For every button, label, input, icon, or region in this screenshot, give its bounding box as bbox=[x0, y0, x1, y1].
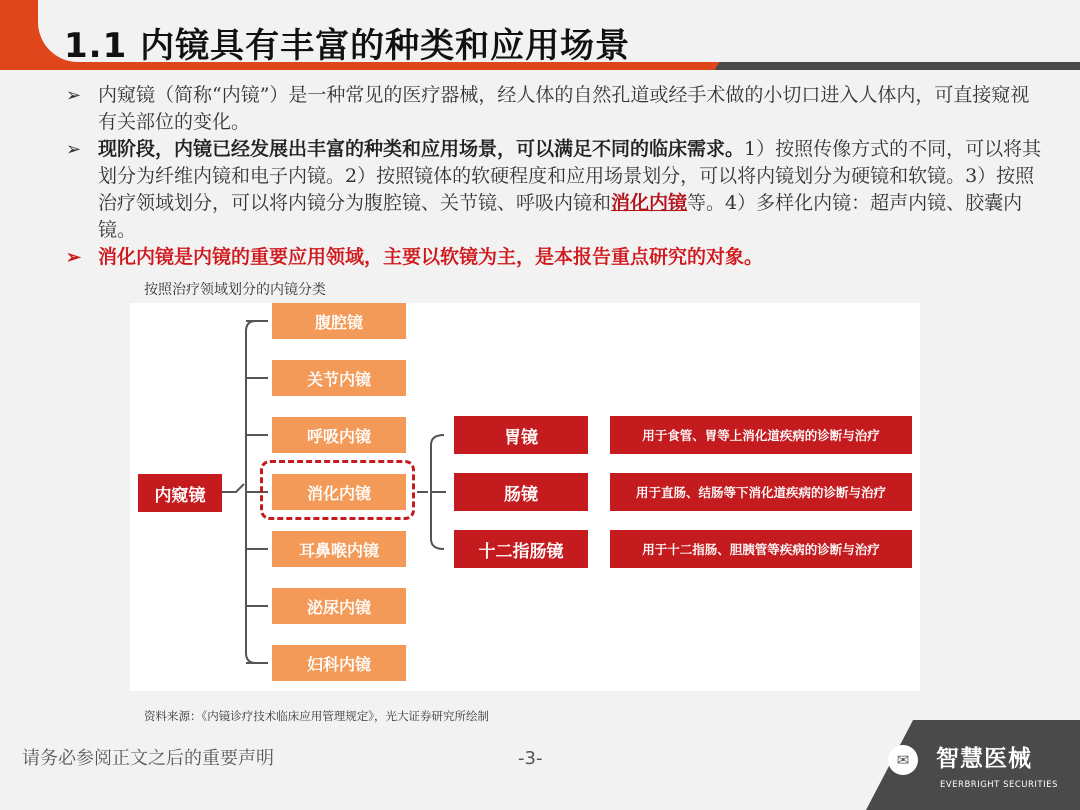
node-sub-colonoscope: 肠镜 bbox=[454, 473, 588, 511]
node-category-respiratory: 呼吸内镜 bbox=[272, 417, 406, 453]
node-category-urology: 泌尿内镜 bbox=[272, 588, 406, 624]
node-desc-duodenoscope: 用于十二指肠、胆胰管等疾病的诊断与治疗 bbox=[610, 530, 912, 568]
bullet-arrow-icon: ➢ bbox=[66, 139, 82, 160]
bullet-arrow-icon: ➢ bbox=[66, 85, 82, 106]
bullet-lead-text: 现阶段，内镜已经发展出丰富的种类和应用场景，可以满足不同的临床需求。 bbox=[98, 138, 745, 160]
page-number: -3- bbox=[518, 748, 543, 769]
node-sub-duodenoscope: 十二指肠镜 bbox=[454, 530, 588, 568]
node-desc-colonoscope: 用于直肠、结肠等下消化道疾病的诊断与治疗 bbox=[610, 473, 912, 511]
footer-disclaimer: 请务必参阅正文之后的重要声明 bbox=[22, 748, 274, 769]
node-desc-gastroscope: 用于食管、胃等上消化道疾病的诊断与治疗 bbox=[610, 416, 912, 454]
node-category-joint: 关节内镜 bbox=[272, 360, 406, 396]
bullet-item-1 bbox=[64, 82, 1044, 136]
digestive-highlight-frame bbox=[260, 460, 415, 520]
bullet-list bbox=[64, 82, 1044, 271]
bullet-text: 等。4）多样化内镜：超声内镜、胶囊内镜。 bbox=[98, 192, 1023, 241]
bullet-item-2 bbox=[64, 136, 1044, 244]
node-category-gynecology: 妇科内镜 bbox=[272, 645, 406, 681]
node-category-ent: 耳鼻喉内镜 bbox=[272, 531, 406, 567]
bullet-text: 1）按照传像方式的不同，可以将其划分为纤维内镜和电子内镜。2）按照镜体的软硬程度和应用场景划分，可以将内镜划分为硬镜和软镜。3）按照治疗领域划分，可以将内镜分为腹腔镜、关节镜、呼吸内镜和 bbox=[98, 138, 1042, 214]
logo-subtitle: EVERBRIGHT SECURITIES bbox=[940, 780, 1058, 790]
node-category-digestive: 消化内镜 bbox=[272, 474, 406, 510]
logo-text: 智慧医械 bbox=[936, 746, 1032, 772]
node-root: 内窥镜 bbox=[138, 474, 222, 512]
diagram-caption: 按照治疗领域划分的内镜分类 bbox=[144, 282, 326, 298]
highlight-link[interactable]: 消化内镜 bbox=[611, 192, 688, 214]
node-category-laparoscope: 腹腔镜 bbox=[272, 303, 406, 339]
source-note: 资料来源：《内镜诊疗技术临床应用管理规定》，光大证券研究所绘制 bbox=[144, 709, 489, 723]
bullet-arrow-icon: ➢ bbox=[66, 247, 82, 268]
bullet-item-3 bbox=[64, 244, 1044, 271]
wechat-icon: ✉ bbox=[888, 745, 918, 775]
bullet-text: 消化内镜是内镜的重要应用领域，主要以软镜为主，是本报告重点研究的对象。 bbox=[98, 246, 764, 268]
page-title: 1.1 内镜具有丰富的种类和应用场景 bbox=[64, 26, 631, 66]
node-sub-gastroscope: 胃镜 bbox=[454, 416, 588, 454]
bullet-text: 内窥镜（简称“内镜”）是一种常见的医疗器械，经人体的自然孔道或经手术做的小切口进入人体内，可直接窥视有关部位的变化。 bbox=[98, 84, 1030, 133]
